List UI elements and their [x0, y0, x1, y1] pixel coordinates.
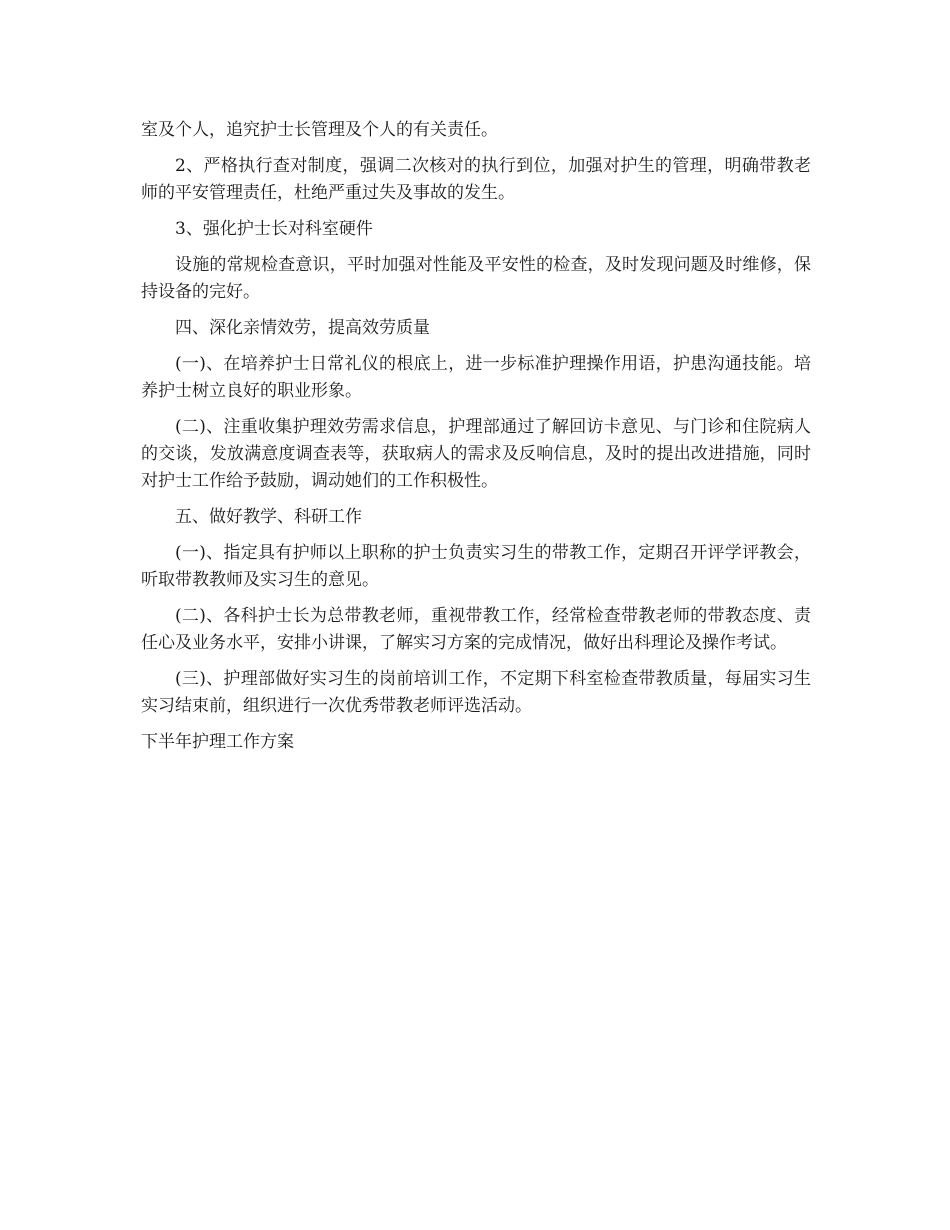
paragraph-section5-item2: (二)、各科护士长为总带教老师，重视带教工作，经常检查带教老师的带教态度、责任心及业务水平，安排小讲课，了解实习方案的完成情况，做好出科理论及操作考试。	[141, 606, 811, 653]
paragraph-section4-item2: (二)、注重收集护理效劳需求信息，护理部通过了解回访卡意见、与门诊和住院病人的交谈，发放满意度调查表等，获取病人的需求及反响信息，及时的提出改进措施，同时对护士工作给予鼓励，调动她们的工作积极性。	[141, 417, 811, 491]
paragraph-responsibility: 室及个人，追究护士长管理及个人的有关责任。	[141, 120, 498, 140]
section-heading-four: 四、深化亲情效劳，提高效劳质量	[175, 318, 430, 338]
paragraph-equipment-inspection: 设施的常规检查意识，平时加强对性能及平安性的检查，及时发现问题及时维修，保持设备的完好。	[141, 255, 811, 302]
document-closing-title: 下半年护理工作方案	[141, 732, 294, 752]
paragraph-section5-item1: (一)、指定具有护师以上职称的护士负责实习生的带教工作，定期召开评学评教会，听取带教教师及实习生的意见。	[141, 543, 811, 590]
paragraph-section5-item3: (三)、护理部做好实习生的岗前培训工作，不定期下科室检查带教质量，每届实习生实习结束前，组织进行一次优秀带教老师评选活动。	[141, 669, 811, 716]
document-body	[141, 117, 811, 756]
paragraph-item-2-check-system: 2、严格执行查对制度，强调二次核对的执行到位，加强对护生的管理，明确带教老师的平安管理责任，杜绝严重过失及事故的发生。	[141, 156, 811, 203]
section-heading-five: 五、做好教学、科研工作	[175, 507, 362, 527]
paragraph-item-3-hardware: 3、强化护士长对科室硬件	[175, 219, 373, 239]
paragraph-section4-item1: (一)、在培养护士日常礼仪的根底上，进一步标准护理操作用语，护患沟通技能。培养护士树立良好的职业形象。	[141, 354, 811, 401]
